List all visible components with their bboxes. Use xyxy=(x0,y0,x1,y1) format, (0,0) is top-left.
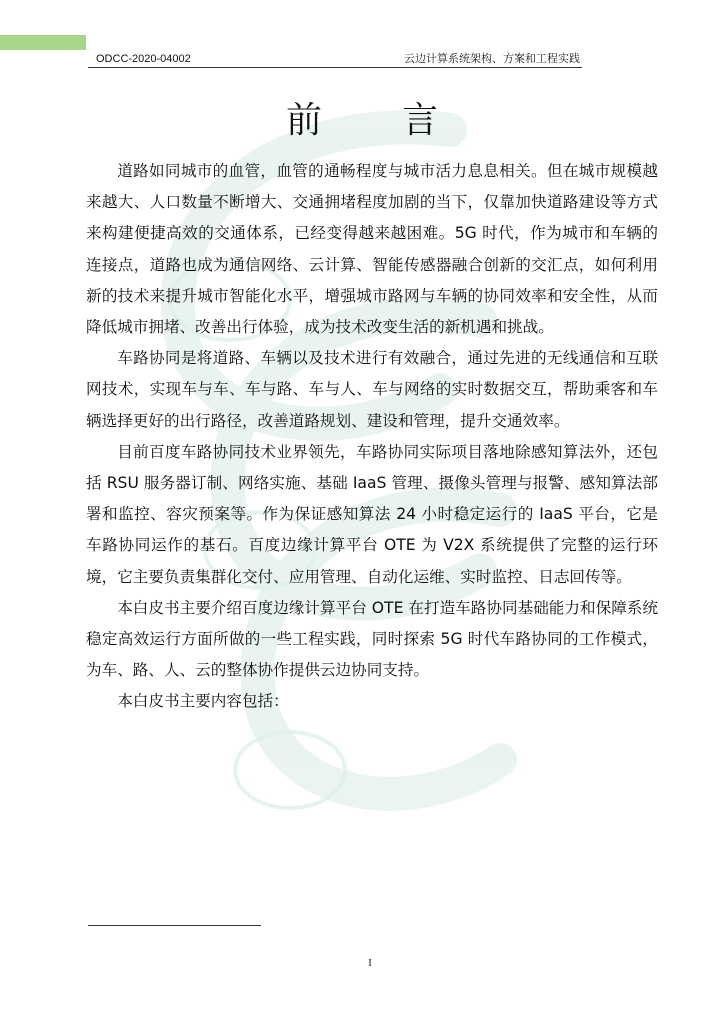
header-title: 云边计算系统架构、方案和工程实践 xyxy=(404,52,580,65)
page-number: I xyxy=(368,958,372,969)
paragraph: 本白皮书主要介绍百度边缘计算平台 OTE 在打造车路协同基础能力和保障系统稳定高效运行方面所做的一些工程实践，同时探索 5G 时代车路协同的工作模式，为车、路、人、云的整体协作提供云边协同支持。 xyxy=(86,598,658,680)
document-code: ODCC-2020-04002 xyxy=(96,53,191,65)
body-text xyxy=(86,156,658,718)
page-header xyxy=(88,51,582,68)
paragraph: 本白皮书主要内容包括： xyxy=(117,692,289,711)
footnote-divider xyxy=(88,925,261,926)
paragraph: 道路如同城市的血管，血管的通畅程度与城市活力息息相关。但在城市规模越来越大、人口数量不断增大、交通拥堵程度加剧的当下，仅靠加快道路建设等方式来构建便捷高效的交通体系，已经变得越来越困难。5G 时代，作为城市和车辆的连接点，道路也成为通信网络、云计算、智能传感器融合创新的交汇点，如何利用新的技术来提升城市智能化水平，增强城市路网与车辆的协同效率和安全性，从而降低城市拥堵、改善出行体验，成为技术改变生活的新机遇和挑战。 xyxy=(86,162,658,337)
paragraph: 目前百度车路协同技术业界领先，车路协同实际项目落地除感知算法外，还包括 RSU 服务器订制、网络实施、基础 IaaS 管理、摄像头管理与报警、感知算法部署和监控、容灾预案等。作为保证感知算法 24 小时稳定运行的 IaaS 平台，它是车路协同运作的基石。百度边缘计算平台 OTE 为 V2X 系统提供了完整的运行环境，它主要负责集群化交付、应用管理、自动化运维、实时监控、日志回传等。 xyxy=(86,442,658,586)
header-accent-tab xyxy=(0,35,86,50)
page-title: 前言 xyxy=(285,100,518,141)
paragraph: 车路协同是将道路、车辆以及技术进行有效融合，通过先进的无线通信和互联网技术，实现车与车、车与路、车与人、车与网络的实时数据交互，帮助乘客和车辆选择更好的出行路径，改善道路规划、建设和管理，提升交通效率。 xyxy=(86,349,658,430)
